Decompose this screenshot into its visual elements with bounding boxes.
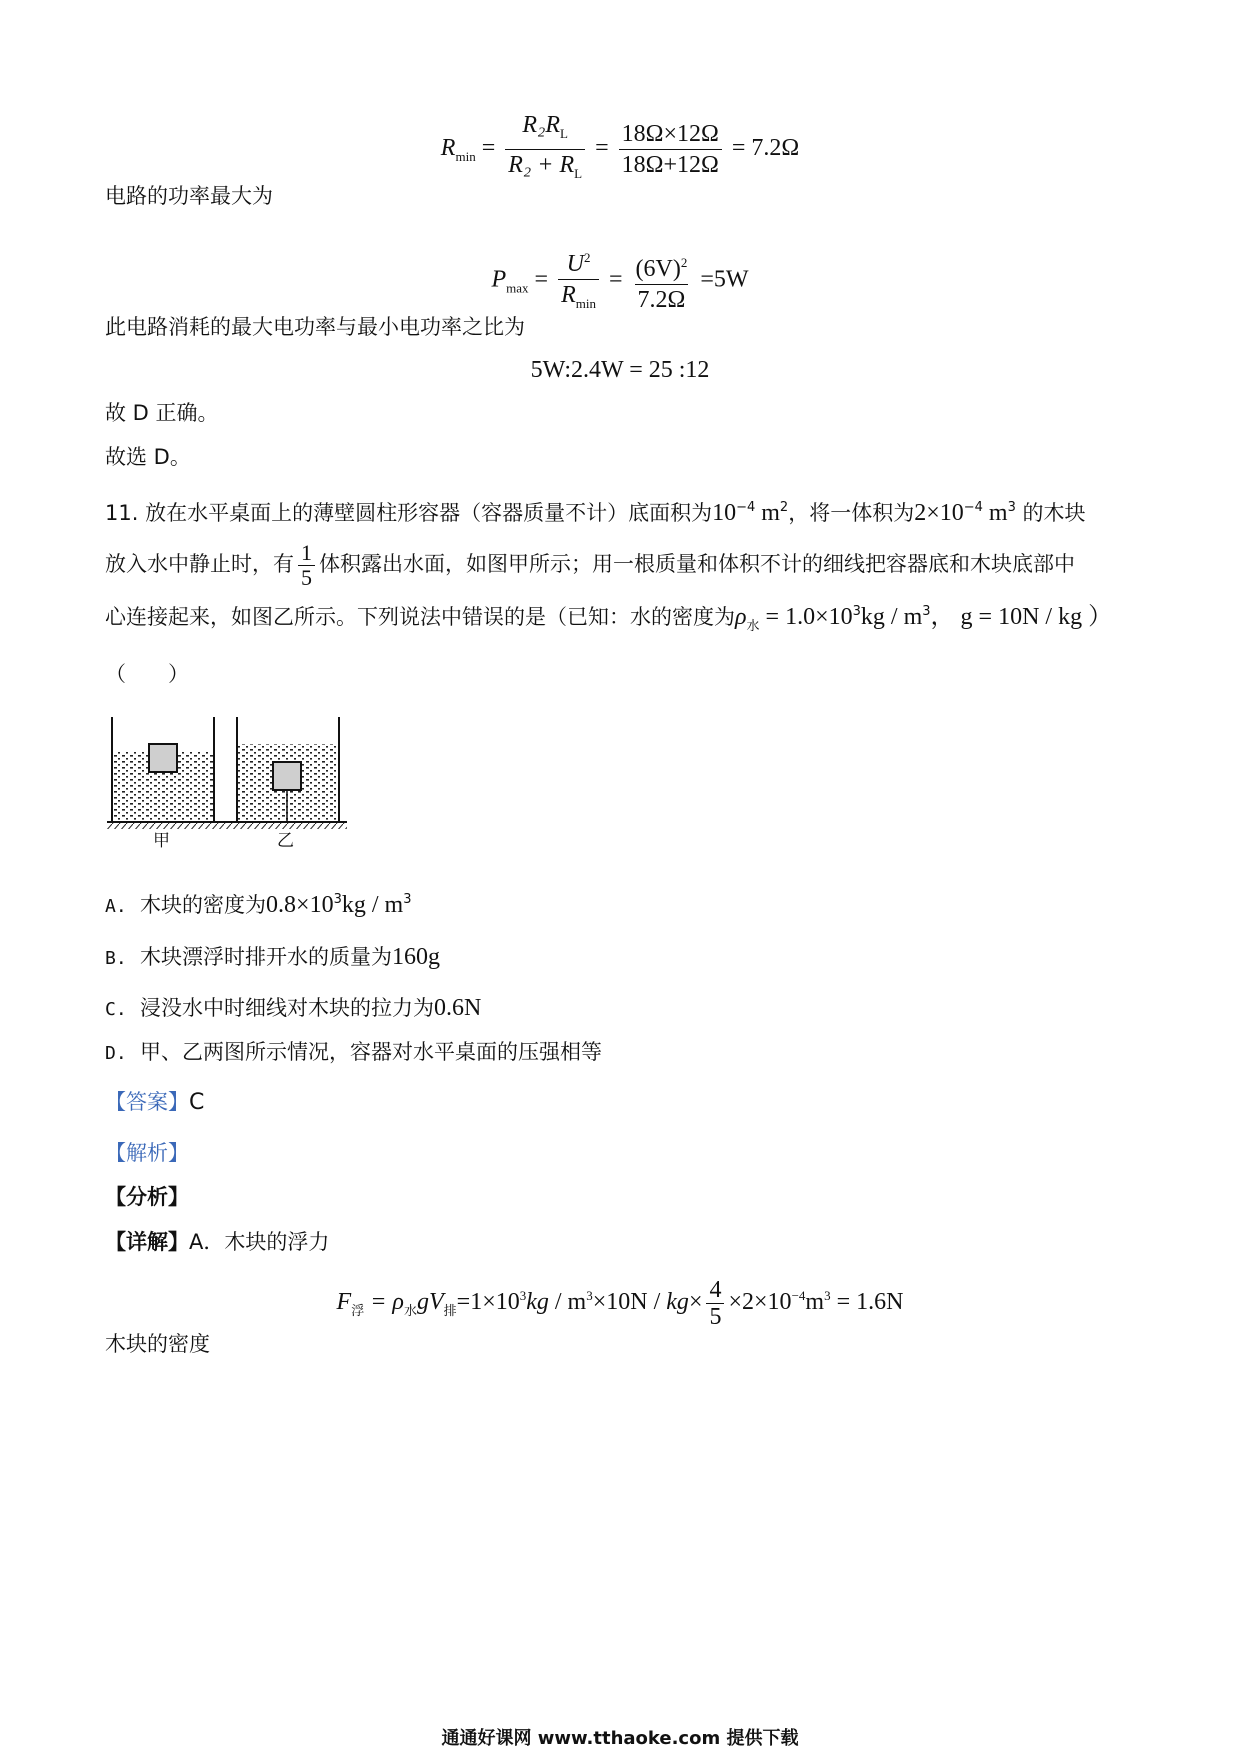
eq1-result: = 7.2Ω — [731, 135, 800, 162]
eq4-fraction — [706, 1277, 724, 1330]
q11-answer-paren: （ ） — [105, 662, 189, 686]
q11-rho-sub: 水 — [746, 619, 760, 634]
figure-containers — [105, 712, 350, 852]
eq1-frac1-num-sub: L — [560, 126, 568, 141]
figure-label-yi: 乙 — [277, 831, 294, 851]
q11-line1-text-c: 的木块 — [1015, 501, 1086, 525]
eq1-frac1-den-sub: L — [574, 166, 583, 181]
q11-line-1 — [105, 494, 1240, 527]
q11-rho: ρ — [735, 604, 747, 630]
option-b — [105, 943, 1240, 973]
eq1-lhs: R — [440, 135, 456, 162]
option-a-value: 0.8×10 — [266, 892, 334, 918]
q11-line2-text-a: 放入水中静止时，有 — [105, 552, 294, 576]
q11-gravity: ， g = 10N / kg ） — [930, 604, 1113, 630]
q11-area-sup: −4 — [736, 500, 756, 515]
eq4-frac-den: 5 — [706, 1303, 724, 1330]
eq1-frac1-num: R₂R — [522, 112, 561, 138]
q11-frac-den: 5 — [298, 565, 315, 590]
option-b-value: 160g — [392, 944, 441, 970]
eq4-part2: kg — [526, 1289, 549, 1315]
q11-volume-unit-sup: 3 — [1007, 500, 1016, 515]
eq2-frac2-num-sup: 2 — [680, 254, 688, 270]
detail-tag: 【详解】 — [105, 1230, 189, 1254]
q11-fraction-one-fifth — [298, 541, 315, 590]
eq2-lhs-sub: max — [506, 280, 529, 296]
option-a — [105, 886, 1240, 921]
option-a-unit-sup: 3 — [403, 892, 412, 907]
q11-line1-text-a: 11. 放在水平桌面上的薄壁圆柱形容器（容器质量不计）底面积为 — [105, 501, 713, 525]
q11-area-unit: m — [755, 500, 780, 526]
eq2-lhs: P — [491, 266, 507, 293]
eq4-part1-sup: 3 — [519, 1288, 527, 1303]
equation-ratio: 5W:2.4W = 25 :12 — [530, 357, 710, 383]
paragraph-d-correct: 故 D 正确。 — [105, 401, 219, 425]
option-b-letter: B. — [105, 948, 127, 969]
paragraph-select-d: 故选 D。 — [105, 445, 191, 469]
q11-line-2 — [105, 540, 1240, 590]
eq4-rho-sub: 水 — [403, 1303, 417, 1318]
eq2-frac1-num-sup: 2 — [583, 250, 591, 265]
equation-pmax: $P_{max}$ = $\frac{U^2}{R_{min}}$ = $\frac{(6V)^2}{7.2\Omega}$ =5W — [0, 243, 1240, 319]
option-d-text: 甲、乙两图所示情况，容器对水平桌面的压强相等 — [140, 1040, 603, 1064]
analysis-tag: 【解析】 — [105, 1141, 189, 1165]
eq4-part6: × — [688, 1289, 703, 1315]
option-a-sup: 3 — [333, 892, 342, 907]
detail-line — [105, 1228, 1240, 1256]
q11-volume-value: 2×10 — [914, 500, 964, 526]
q11-density-sup: 3 — [852, 604, 861, 619]
eq4-part3: / m — [548, 1289, 587, 1315]
q11-volume-sup: −4 — [963, 500, 983, 515]
eq4-part8: m — [805, 1289, 825, 1315]
equation-buoyancy — [0, 1268, 1240, 1339]
eq2-result: =5W — [700, 266, 749, 293]
option-d — [105, 1038, 1240, 1068]
q11-line3-text-a: 心连接起来，如图乙所示。下列说法中错误的是（已知：水的密度为 — [105, 605, 735, 629]
q11-density-unit-sup: 3 — [922, 604, 931, 619]
option-c-letter: C. — [105, 999, 127, 1020]
eq1-lhs-sub: min — [455, 149, 476, 165]
eq4-g: g — [416, 1289, 429, 1315]
q11-frac-num: 1 — [301, 539, 312, 565]
paragraph-power-max: 电路的功率最大为 — [105, 184, 273, 208]
eq4-part7-sup: −4 — [791, 1288, 806, 1303]
q11-density-value: = 1.0×10 — [759, 604, 853, 630]
eq1-frac1-den: R₂ + R — [508, 152, 575, 178]
option-a-letter: A. — [105, 896, 127, 917]
option-c-value: 0.6N — [434, 995, 482, 1021]
q11-line-3 — [105, 598, 1240, 641]
q11-area-unit-sup: 2 — [779, 500, 789, 515]
option-c-text: 浸没水中时细线对木块的拉力为 — [140, 996, 435, 1020]
eq2-frac1-den-sub: min — [575, 296, 596, 311]
ground-hatch — [107, 823, 347, 829]
eq4-lhs: F — [336, 1289, 352, 1315]
figure-label-jia: 甲 — [153, 831, 170, 851]
eq4-rho: = ρ — [364, 1289, 404, 1315]
eq1-frac2-den: 18Ω+12Ω — [619, 149, 722, 180]
answer-tag: 【答案】 — [105, 1090, 189, 1114]
page-footer: 通通好课网 www.tthaoke.com 提供下载 — [441, 1728, 799, 1749]
eq1-fraction-2 — [619, 119, 722, 180]
eq4-part5: kg — [666, 1289, 689, 1315]
eq4-part8-sup: 3 — [824, 1288, 831, 1303]
wood-block-floating — [149, 744, 177, 772]
eq4-part7: ×2×10 — [728, 1289, 792, 1315]
eq2-frac1-num: U — [566, 251, 584, 277]
eq4-frac-num: 4 — [709, 1276, 722, 1303]
detail-text: A．木块的浮力 — [189, 1230, 330, 1254]
equation-rmin: $R_{min}$ = $\frac{R_2R_L}{R_2 + R_L}$ = $\frac{18\Omega\times 12\Omega}{18\Omega+12\Omega}$ = 7.2Ω — [0, 110, 1240, 189]
answer-value: C — [189, 1090, 205, 1115]
eq4-v-sub: 排 — [443, 1303, 457, 1318]
eq4-v: V — [428, 1289, 444, 1315]
paragraph-ratio: 此电路消耗的最大电功率与最小电功率之比为 — [105, 315, 525, 339]
eq1-fraction-1 — [505, 110, 585, 189]
option-a-text: 木块的密度为 — [140, 893, 267, 917]
answer-line — [105, 1088, 1240, 1117]
eq2-frac1-den: R — [561, 282, 576, 308]
eq4-part3-sup: 3 — [586, 1288, 593, 1303]
eq2-frac2-num: (6V) — [635, 255, 681, 282]
eq4-lhs-sub: 浮 — [351, 1303, 365, 1318]
fenxi-tag: 【分析】 — [105, 1185, 189, 1209]
q11-density-unit: kg / m — [860, 604, 923, 630]
eq1-frac2-num: 18Ω×12Ω — [621, 121, 719, 147]
option-a-unit: kg / m — [341, 892, 404, 918]
q11-line2-text-b: 体积露出水面，如图甲所示；用一根质量和体积不计的细线把容器底和木块底部中 — [319, 552, 1075, 576]
eq2-frac2-den: 7.2Ω — [635, 284, 689, 315]
q11-line1-text-b: ，将一体积为 — [788, 501, 915, 525]
eq2-fraction-1 — [558, 243, 599, 319]
eq4-result: = 1.6N — [830, 1289, 904, 1315]
eq4-part4: ×10N / — [592, 1289, 667, 1315]
option-b-text: 木块漂浮时排开水的质量为 — [140, 945, 393, 969]
option-c — [105, 994, 1240, 1024]
option-d-letter: D. — [105, 1043, 127, 1064]
eq4-part1: =1×10 — [456, 1289, 520, 1315]
q11-volume-unit: m — [982, 500, 1008, 526]
q11-area-value: 10 — [712, 500, 737, 526]
wood-block-submerged — [273, 762, 301, 790]
eq2-fraction-2 — [633, 248, 691, 315]
paragraph-density: 木块的密度 — [105, 1332, 210, 1356]
